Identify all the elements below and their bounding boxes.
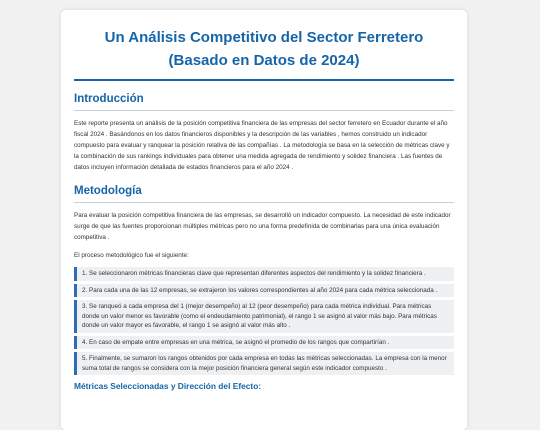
method-steps-list [74, 267, 454, 375]
intro-paragraph: Este reporte presenta un análisis de la posición competitiva financiera de las empresas del sector ferretero en Ecuador durante el año fiscal 2024 . Basándonos en los datos financieros disponibles y la descripción de las variables , hemos construido un indicador compuesto para evaluar y ranquear la posición relativa de las compañías . La metodología se basa en la selección de métricas clave y la combinación de sus rankings individuales para obtener una medida agregada de rendimiento y solidez financiera . Las fuentes de datos incluyen información detallada de estados financieros para el año 2024 . [74, 120, 450, 171]
list-item: 2. Para cada una de las 12 empresas, se extrajeron los valores correspondientes al año 2024 para cada métrica seleccionada . [74, 284, 454, 298]
method-paragraph: Para evaluar la posición competitiva financiera de las empresas, se desarrolló un indicador compuesto. La necesidad de este indicador surge de que las fuentes proporcionan múltiples métricas pero no una forma predefinida de combinarlas para una única evaluación competitiva . [74, 212, 451, 241]
list-item: 4. En caso de empate entre empresas en una métrica, se asignó el promedio de los rangos que compartirían . [74, 336, 454, 350]
report-card [61, 10, 467, 430]
metrics-subheading: Métricas Seleccionadas y Dirección del Efecto: [74, 381, 262, 391]
list-item: 1. Se seleccionaron métricas financieras clave que representan diferentes aspectos del rendimiento y la solidez financiera . [74, 267, 454, 281]
method-heading: Metodología [74, 185, 454, 203]
method-process-intro: El proceso metodológico fue el siguiente: [74, 252, 189, 259]
intro-heading: Introducción [74, 93, 454, 111]
list-item: 3. Se ranqueó a cada empresa del 1 (mejor desempeño) al 12 (peor desempeño) para cada métrica individual. Para métricas donde un valor menor es favorable (como el endeudamiento patrimonial), el rango 1 se asignó al valor más bajo. Para métricas donde un valor mayor es favorable, el rango 1 se asignó al valor más alto . [74, 300, 454, 333]
list-item: 5. Finalmente, se sumaron los rangos obtenidos por cada empresa en todas las métricas seleccionadas. La empresa con la menor suma total de rangos se considera con la mejor posición financiera general según este indicador compuesto . [74, 352, 454, 375]
page-title: Un Análisis Competitivo del Sector Ferretero (Basado en Datos de 2024) [74, 26, 454, 81]
